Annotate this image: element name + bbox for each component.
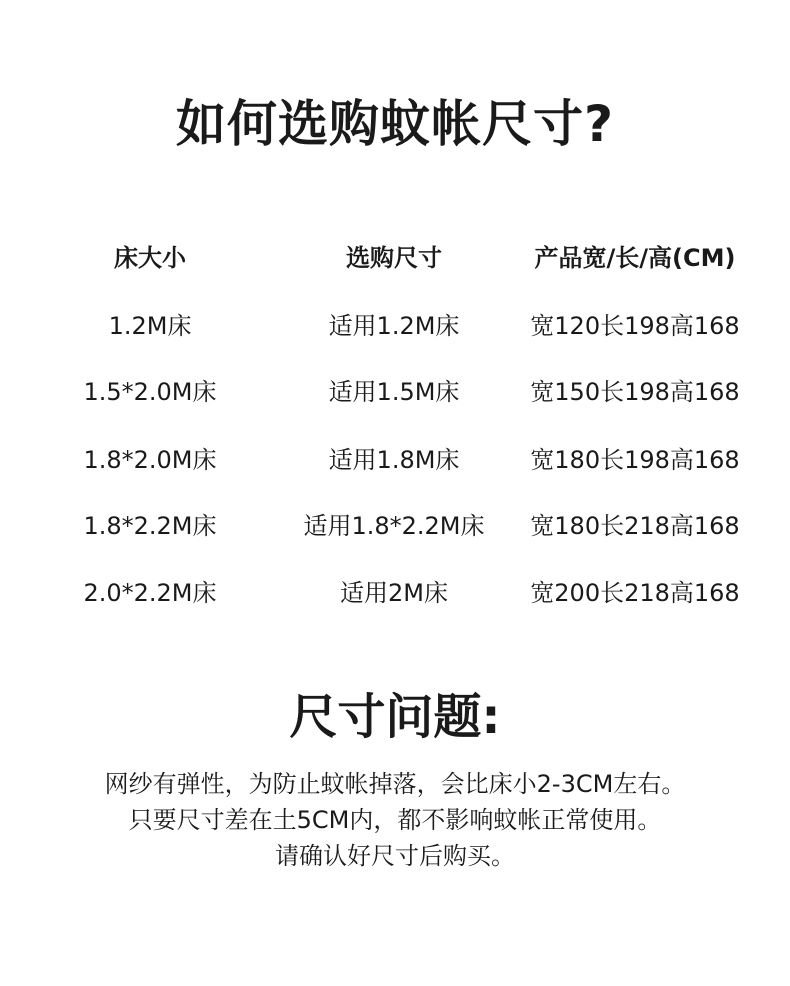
table-row xyxy=(0,506,790,546)
table-row xyxy=(0,440,790,480)
column-header-purchase-size: 选购尺寸 xyxy=(346,244,442,272)
purchase-size-cell: 适用1.8*2.2M床 xyxy=(303,512,485,540)
size-notes xyxy=(0,766,790,874)
table-header-row xyxy=(0,238,790,278)
column-header-product-dimensions: 产品宽/长/高(CM) xyxy=(534,244,736,272)
bed-size-cell: 2.0*2.2M床 xyxy=(83,579,217,607)
purchase-size-cell: 适用1.2M床 xyxy=(328,312,460,340)
purchase-size-cell: 适用2M床 xyxy=(340,579,448,607)
table-row xyxy=(0,573,790,613)
table-row xyxy=(0,306,790,346)
purchase-size-cell: 适用1.5M床 xyxy=(328,378,460,406)
bed-size-cell: 1.8*2.2M床 xyxy=(83,512,217,540)
purchase-size-cell: 适用1.8M床 xyxy=(328,446,460,474)
bed-size-cell: 1.2M床 xyxy=(108,312,192,340)
note-line: 请确认好尺寸后购买。 xyxy=(275,842,515,870)
table-row xyxy=(0,372,790,412)
product-dimensions-cell: 宽150长198高168 xyxy=(530,378,740,406)
product-dimensions-cell: 宽120长198高168 xyxy=(530,312,740,340)
bed-size-cell: 1.8*2.0M床 xyxy=(83,446,217,474)
column-header-bed-size: 床大小 xyxy=(114,244,186,272)
note-line: 只要尺寸差在土5CM内，都不影响蚊帐正常使用。 xyxy=(128,806,662,834)
bed-size-cell: 1.5*2.0M床 xyxy=(83,378,217,406)
page-title: 如何选购蚊帐尺寸? xyxy=(175,95,614,153)
product-dimensions-cell: 宽180长198高168 xyxy=(530,446,740,474)
note-line: 网纱有弹性，为防止蚊帐掉落，会比床小2-3CM左右。 xyxy=(104,770,686,798)
size-issue-heading: 尺寸问题: xyxy=(289,689,501,745)
product-dimensions-cell: 宽200长218高168 xyxy=(530,579,740,607)
product-dimensions-cell: 宽180长218高168 xyxy=(530,512,740,540)
